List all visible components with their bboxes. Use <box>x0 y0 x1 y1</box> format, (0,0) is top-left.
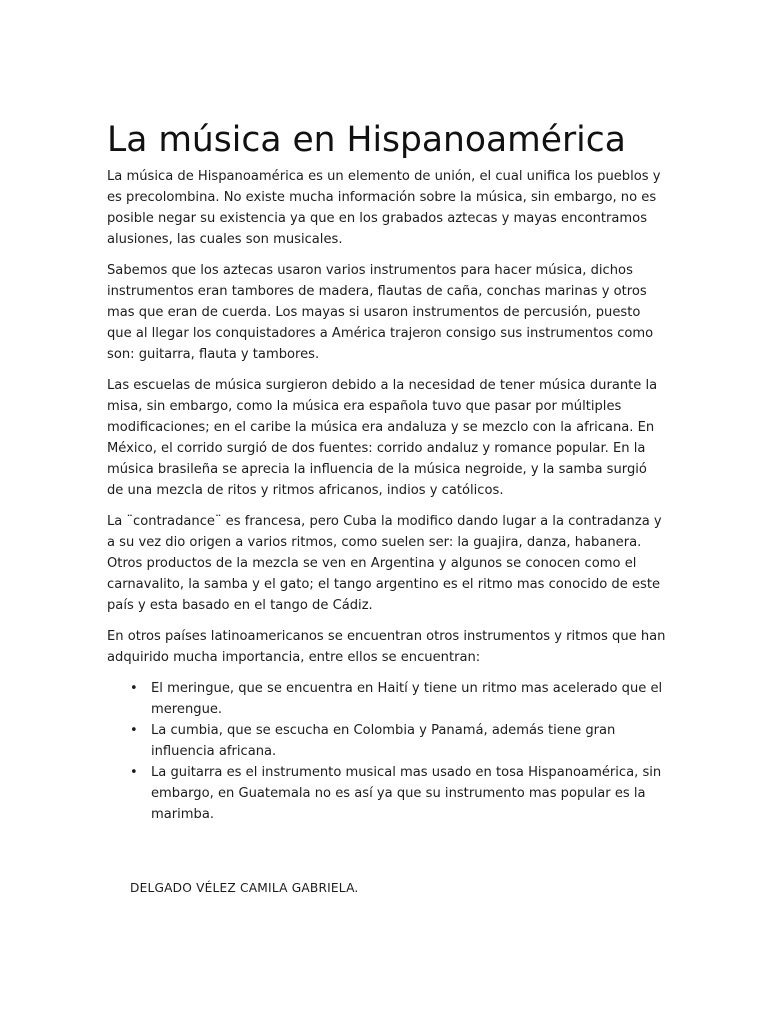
bullet-icon: • <box>130 681 138 696</box>
list-item-text: La guitarra es el instrumento musical mas usado en tosa Hispanoamérica, sin embargo, en Guatemala no es así ya que su instrumento mas popular es la marimba. <box>151 765 662 822</box>
paragraph-other-countries: En otros países latinoamericanos se encuentran otros instrumentos y ritmos que han adquirido mucha importancia, entre ellos se encuentran: <box>107 629 666 665</box>
paragraph-intro: La música de Hispanoamérica es un elemento de unión, el cual unifica los pueblos y es precolombina. No existe mucha información sobre la música, sin embargo, no es posible negar su existencia ya que en los grabados aztecas y mayas encontramos alusiones, las cuales son musicales. <box>107 169 661 247</box>
paragraph-contradance: La ¨contradance¨ es francesa, pero Cuba la modifico dando lugar a la contradanza y a su vez dio origen a varios ritmos, como suelen ser: la guajira, danza, habanera. Otros productos de la mezcla se ven en Argentina y algunos se conocen como el carnavalito, la samba y el gato; el tango argentino es el ritmo mas conocido de este país y esta basado en el tango de Cádiz. <box>107 514 662 613</box>
paragraph-music-schools: Las escuelas de música surgieron debido a la necesidad de tener música durante la misa, sin embargo, como la música era española tuvo que pasar por múltiples modificaciones; en el caribe la música era andaluza y se mezclo con la africana. En México, el corrido surgió de dos fuentes: corrido andaluz y romance popular. En la música brasileña se aprecia la influencia de la música negroide, y la samba surgió de una mezcla de ritos y ritmos africanos, indios y católicos. <box>107 378 658 498</box>
list-item-text: La cumbia, que se escucha en Colombia y Panamá, además tiene gran influencia africana. <box>151 723 616 759</box>
list-item-text: El meringue, que se encuentra en Haití y tiene un ritmo mas acelerado que el merengue. <box>151 681 663 717</box>
document-title: La música en Hispanoamérica <box>107 120 626 160</box>
bullet-icon: • <box>130 723 138 738</box>
rhythms-list <box>107 678 667 825</box>
list-item <box>130 720 667 762</box>
list-item <box>130 762 667 825</box>
document-body <box>107 116 667 825</box>
paragraph-aztecs-mayas: Sabemos que los aztecas usaron varios instrumentos para hacer música, dichos instrumentos eran tambores de madera, flautas de caña, conchas marinas y otros mas que eran de cuerda. Los mayas si usaron instrumentos de percusión, puesto que al llegar los conquistadores a América trajeron consigo sus instrumentos como son: guitarra, flauta y tambores. <box>107 263 654 362</box>
bullet-icon: • <box>130 765 138 780</box>
author-signature: DELGADO VÉLEZ CAMILA GABRIELA. <box>130 881 359 895</box>
list-item <box>130 678 667 720</box>
